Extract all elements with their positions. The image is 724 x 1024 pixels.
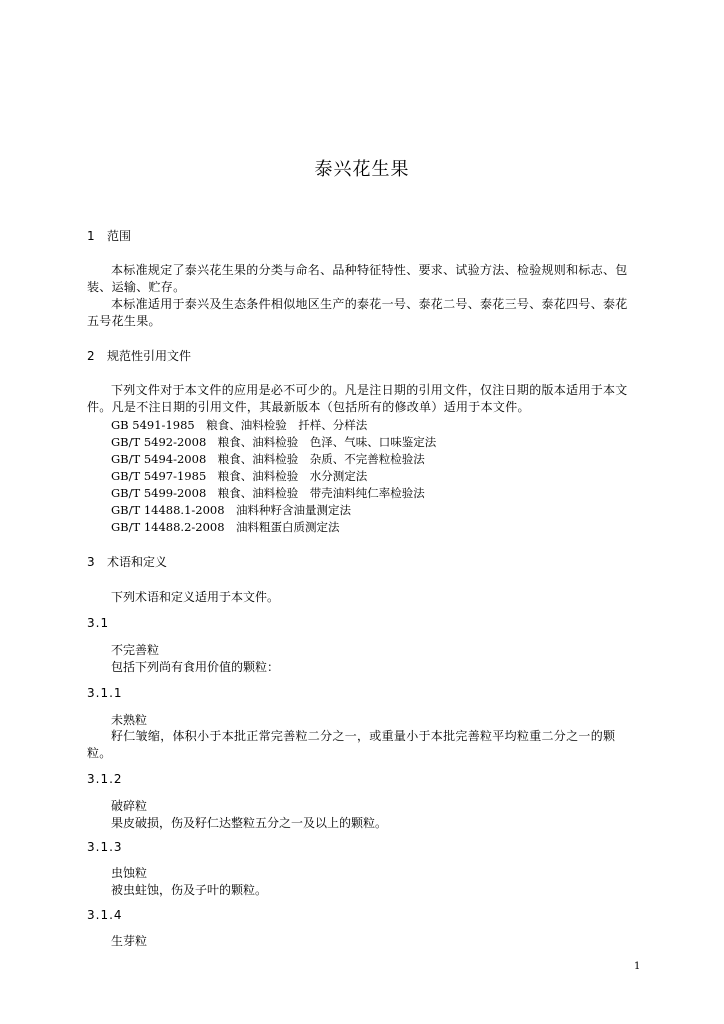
section-title: 规范性引用文件 [107, 349, 192, 363]
term-definition: 果皮破损，伤及籽仁达整粒五分之一及以上的颗粒。 [111, 816, 388, 830]
clause-number: 3.1.3 [87, 840, 123, 854]
scope-paragraph-1: 本标准规定了泰兴花生果的分类与命名、品种特征特性、要求、试验方法、检验规则和标志、包装、运输、贮存。 [87, 263, 628, 294]
term-name: 虫蚀粒 [111, 866, 148, 880]
references-intro: 下列文件对于本文件的应用是必不可少的。凡是注日期的引用文件，仅注日期的版本适用于本文件。凡是不注日期的引用文件，其最新版本（包括所有的修改单）适用于本文件。 [87, 383, 628, 414]
term-name: 生芽粒 [111, 934, 148, 948]
scope-paragraph-2: 本标准适用于泰兴及生态条件相似地区生产的泰花一号、泰花二号、泰花三号、泰花四号、泰花五号花生果。 [87, 297, 628, 328]
reference-item: GB/T 5497-1985 粮食、油料检验 水分测定法 [111, 469, 368, 483]
clause-number: 3.1.1 [87, 686, 123, 700]
document-title: 泰兴花生果 [314, 159, 410, 180]
term-definition: 籽仁皱缩，体积小于本批正常完善粒二分之一，或重量小于本批完善粒平均粒重二分之一的颗粒。 [87, 729, 616, 760]
section-title: 范围 [107, 229, 132, 243]
reference-item: GB/T 5499-2008 粮食、油料检验 带壳油料纯仁率检验法 [111, 486, 425, 500]
section-number: 2 [87, 349, 95, 363]
reference-item: GB/T 14488.1-2008 油料种籽含油量测定法 [111, 503, 352, 517]
term-name: 不完善粒 [111, 643, 160, 657]
term-name: 未熟粒 [111, 713, 148, 727]
term-definition: 被虫蛀蚀，伤及子叶的颗粒。 [111, 883, 268, 897]
section-1-heading [87, 227, 131, 244]
terms-intro: 下列术语和定义适用于本文件。 [111, 590, 280, 604]
section-title: 术语和定义 [107, 555, 168, 569]
section-number: 3 [87, 555, 95, 569]
clause-number: 3.1 [87, 616, 110, 630]
reference-item: GB 5491-1985 粮食、油料检验 扦样、分样法 [111, 418, 368, 432]
clause-number: 3.1.2 [87, 772, 123, 786]
reference-item: GB/T 5492-2008 粮食、油料检验 色泽、气味、口味鉴定法 [111, 435, 437, 449]
page-number: 1 [634, 961, 641, 972]
section-number: 1 [87, 229, 95, 243]
section-2-heading [87, 347, 191, 364]
section-3-heading [87, 553, 167, 570]
reference-item: GB/T 5494-2008 粮食、油料检验 杂质、不完善粒检验法 [111, 452, 425, 466]
clause-number: 3.1.4 [87, 908, 123, 922]
reference-item: GB/T 14488.2-2008 油料粗蛋白质测定法 [111, 520, 340, 534]
term-name: 破碎粒 [111, 799, 148, 813]
term-definition: 包括下列尚有食用价值的颗粒： [111, 660, 280, 674]
